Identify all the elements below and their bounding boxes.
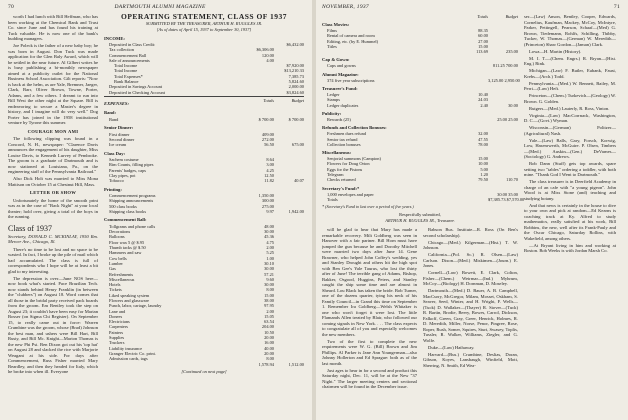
row-label: Liability insurance <box>109 345 143 351</box>
row-total: 57.21 <box>264 271 274 277</box>
row-total: 56.50 <box>264 142 274 148</box>
paragraph: The class treasurer is in Deerfield Academy in charge of an cafe with "a young pigeon". John Wood is at Miss Stone (and) teaching and studying botany. <box>524 179 616 201</box>
right-lower-column-2 <box>423 227 518 420</box>
treasurer-signature: ARTHUR H. RUGGLES JR., Treasurer. <box>385 218 455 224</box>
row-total: 11.82 <box>264 178 274 184</box>
row-budget: $ 700.00 <box>288 116 304 122</box>
expense-group-title: Class Day: <box>104 150 126 156</box>
expense-group-title: Band: <box>104 110 117 116</box>
row-total: $6,306.00 <box>256 47 274 53</box>
row-label: Carpenters <box>109 324 129 330</box>
right-narrow-column <box>524 14 616 418</box>
expense-group-title: Senior Dinner: <box>104 125 134 131</box>
row-budget: 30.00 35.00 <box>497 191 518 197</box>
group-budget: 1,512.00 <box>288 361 304 367</box>
paragraph: There's no time to be lost and no space to be wasted. In fact, I broke up the pile of mail which had accumulated. The class is full of correspondents who I hope will be at least a bit glad to my interesting. <box>8 246 98 274</box>
paragraph: Pennsylvania—(Med.) W. Bennett, Bailey, M. Perri—(Law) Heft. <box>524 80 616 91</box>
row-label: 500 class books <box>109 203 137 209</box>
right-expense-groups <box>322 22 525 202</box>
row-label: Total Income <box>114 63 138 69</box>
statement-row <box>104 90 304 95</box>
right-page <box>316 0 628 420</box>
row-total: 20.00 <box>264 350 274 356</box>
row-label: Lane and <box>109 308 126 314</box>
row-total <box>458 63 488 68</box>
expense-group-title: Refunds and Collection Bonuses: <box>322 125 387 131</box>
expense-group-title: Class Movies: <box>322 22 350 27</box>
row-label: Tax collection <box>109 47 134 53</box>
row-budget: $3,824.60 <box>286 89 304 95</box>
section-heading: COURAGE MON AMI <box>27 128 79 134</box>
row-label: Gas <box>109 266 116 272</box>
row-label <box>104 362 244 367</box>
row-label: Band <box>109 116 119 122</box>
expense-group-title: Publicity: <box>322 110 342 116</box>
row-total: 48.00 <box>264 223 274 229</box>
right-running-head <box>322 4 620 12</box>
right-page-number: 71 <box>613 4 620 10</box>
totals-header: Totals <box>263 97 274 103</box>
row-label: Senjorial summons (Campion) <box>327 156 381 162</box>
paragraph: Virginia—(Law) MacCorrnack, Washington, D. C.—(Govt.) Wyman. <box>524 112 616 123</box>
row-total: 12.50 <box>264 173 274 179</box>
row-budget: $13,210.33 <box>284 68 304 74</box>
row-budget: $6,432.00 <box>286 42 304 47</box>
row-total: 30.00 <box>264 229 274 235</box>
row-label: Parents' badges, caps <box>109 167 147 173</box>
row-budget: 811.25 700.00 <box>492 63 518 69</box>
paragraph: Rutgers—(Med.) Lauterly, R. Ross, Vinton. <box>529 105 610 111</box>
row-total: 40.00 <box>264 345 274 351</box>
row-total: 30.00 <box>264 282 274 288</box>
row-label: Commencement Ball <box>109 52 147 58</box>
row-total: 15.05 <box>264 313 274 319</box>
statement-row <box>104 209 304 214</box>
row-label: Tollgrams and phone calls <box>109 223 156 229</box>
row-total: 47.55 <box>478 136 488 142</box>
row-label: Stamps <box>327 97 340 103</box>
right-lower-column-1 <box>322 227 417 420</box>
row-label: Thumb tacks @ $.50 <box>109 245 146 251</box>
class-secretary: Secretary, DONALD C. MCKINLAY, 1950 Rm. Mercer Ave., Chicago, Ill. <box>8 233 98 244</box>
row-total: 15.00 <box>478 43 488 49</box>
row-label: Sale of announcements <box>109 57 150 63</box>
class-title: Class of 1937 <box>8 223 52 233</box>
paragraph: Unfortunately the home of the smooth print was as in the case of "Back Night" at your local theater; hold over, giving a total of the boys in the running. <box>8 197 98 219</box>
paragraph: The depression is over—June NOS here—now book what's started. Pace Brazilian Tech. now stands behind Henry Franklin (in between the "clubbers") on August 18. Word comes that all those in the bridal party received pack boards from the groom. Em Bentley took the step on August 23; it couldn't have been easy for Marian Bosser (on Sigma Chi Register). On September 15, to really came out in force: Warren Crumbine was the groom, whose (Brad) Johnson the best man, and ushers were Bill Hart, Bill Rusty, and Bill Mc. Knight—Marion Thomas is the new Phi Psi. Ben Dixon got out his 'top hat' on August 28 and slacked the rice with Marjorie Weagant at his side. For days after Commencement, Russ Fisher married Mary Beardley, and then they headed for Italy, which he broke into when ill. Everyone <box>8 275 98 374</box>
row-label: Floor wax 5 @ $.95 <box>109 239 145 245</box>
row-label: Deposited in Savings Account <box>109 84 163 90</box>
statement-row <box>322 196 525 202</box>
row-total: 9.60 <box>266 276 274 282</box>
paragraph: The following clipping was found in a Concord, N. H., newspaper: "Clarence Davis announces the engagement of his daughter, Miss Louise Davis, to Kenneth Lurvey of Pembroke. The groom is a graduate of Dartmouth and is now stationed at Louisiana, Pa., on the engineering staff of the Pennsylvania Railroad." <box>8 136 98 174</box>
row-label: Collection bonuses <box>327 141 361 147</box>
row-total <box>458 117 488 122</box>
statement-row <box>104 142 304 147</box>
row-label: Bank Balance <box>114 79 139 85</box>
row-total: 3.00 <box>266 162 274 168</box>
row-label: Commencement programs <box>109 193 156 199</box>
left-running-head <box>8 4 306 12</box>
section-heading: LETTER OR SHOW <box>29 190 77 195</box>
expenses-heading: EXPENSES: <box>104 100 130 106</box>
budget-header: Budget <box>291 97 304 103</box>
row-total: 38.00 <box>264 297 274 303</box>
row-total: 63.54 <box>264 319 274 325</box>
row-total: 15.00 <box>478 156 488 162</box>
expense-groups <box>104 110 304 366</box>
row-total: 79.50 <box>478 177 488 183</box>
row-label: Electricians <box>109 319 130 325</box>
row-label: Lumber <box>109 260 123 266</box>
left-narrow-column <box>8 14 98 418</box>
row-label: Shipping class books <box>109 209 147 215</box>
row-label: Donees <box>109 313 123 319</box>
expense-group-title: Alumni Magazine: <box>322 71 359 77</box>
row-label: Total Expenses* <box>114 73 143 79</box>
row-label: Clay pipes, pot <box>109 173 136 179</box>
row-total: 2.40 <box>480 102 488 108</box>
paragraph: California—(Pol. Sc.) R. Olsen—(Law) Carlson. Dixon—(Med.) Miskimen—(Journ.) E. Jones. <box>423 252 518 269</box>
row-label: Titles <box>327 43 337 49</box>
row-label: Supplies <box>109 335 125 341</box>
paragraph: Yale—(Law) Balls, Gary, Forsch, Korwig, Low, Hasenrwerth, McGuire. P. Olsen, Timbers—(Med.) Auskin—(Gen.) DeVarnes—(Sociology) G. Andrews. <box>524 137 616 159</box>
row-label: Hotels <box>109 282 121 288</box>
statement-row <box>322 142 518 147</box>
group-total-row <box>104 362 304 367</box>
row-total: $ 700.00 <box>258 116 274 122</box>
row-total: 204.00 <box>261 324 274 330</box>
right-running-title: NOVEMBER, 1937 <box>322 4 369 10</box>
operating-statement-right <box>322 14 525 420</box>
row-budget: 1,942.00 <box>288 209 304 215</box>
row-label: Punch, labor, cartage, laundry <box>109 303 162 309</box>
row-label: Tickets <box>109 287 122 293</box>
totals-header: Totals <box>477 14 488 19</box>
expense-group-title: Treasurer's Fund: <box>322 86 358 92</box>
expenses-column-headers <box>104 98 304 108</box>
row-label: Checks returned <box>327 177 356 183</box>
row-label: First dinner <box>109 131 130 137</box>
row-total: 4.75 <box>266 239 274 245</box>
secretary-fund-footnote: * (Secretary's Fund to last over a period of five years.) <box>322 204 414 210</box>
left-page <box>0 0 312 420</box>
row-budget: 3,125.00 2,950.00 <box>488 77 520 83</box>
row-budget: 675.00 <box>291 142 304 148</box>
row-budget: 30.00 <box>508 102 518 108</box>
row-label: Rim Counts, filling pipes <box>109 162 154 168</box>
statement-row <box>104 117 304 122</box>
row-label: Granger Electric Co. print. <box>109 350 156 356</box>
row-total: 8.00 <box>266 356 274 362</box>
expense-group-title: Printing: <box>104 186 122 192</box>
row-label: Hammers and saw <box>109 250 142 256</box>
row-total: 78.00 <box>478 141 488 147</box>
paragraph: Duke—(Law) Hathaway. <box>428 344 475 350</box>
row-label: Balloons <box>109 234 125 240</box>
expense-group-title: Secretary's Fund:* <box>322 185 360 191</box>
row-label: Truckers <box>109 340 125 346</box>
paragraph: Wisconsin—(German) Politzer—(Agricultural) Nash. <box>524 125 616 136</box>
expense-group-title: Commencement Ball: <box>104 217 147 223</box>
row-total: 272.00 <box>261 137 274 143</box>
operating-statement-left <box>104 14 304 418</box>
row-total: 10.00 <box>478 161 488 167</box>
row-total: 20.00 <box>264 335 274 341</box>
row-label: Refreshments <box>109 271 134 277</box>
paragraph: Also Dick Holt was married to Miss Mona Mattison on October 15 at Chestnut Hill, Mass. <box>8 176 98 187</box>
row-budget: 40.07 <box>294 178 304 184</box>
paragraph: M. I. T.—(Chem. Engrs.) R. Bryan—(Hist. Eng.) Rink. <box>524 55 616 66</box>
row-budget: $7,385.73 $7,570.00 <box>488 196 525 202</box>
row-label: Tobacco <box>109 178 124 184</box>
statement-submitted-by: SUBMITTED BY THE TREASURER, ARTHUR H. RUGGLES JR. <box>145 20 263 26</box>
paragraph: Chicago—(Med.) Kilgerman—(Hist.) T. W. Johnson. <box>423 239 518 251</box>
row-label: Ledger duplicates <box>327 102 359 108</box>
row-total: 10.50 <box>264 329 274 335</box>
row-label: Deposited in Class Credit: <box>109 42 156 47</box>
row-label: Liked speaking system <box>109 292 150 298</box>
expense-group-title: Miscellaneous: <box>322 150 352 156</box>
row-total: 30.10 <box>264 260 274 266</box>
row-total: 1.20 <box>480 172 488 178</box>
row-label: 374 five year subscriptions <box>327 77 375 83</box>
row-total: 4.00 <box>266 57 274 63</box>
row-label: Flowers for Doug Orton <box>327 161 370 167</box>
statement-row <box>322 78 518 83</box>
group-total: 1,578.94 <box>258 361 274 367</box>
budget-header: Budget <box>505 14 518 19</box>
row-total: 275.00 <box>261 203 274 209</box>
paragraph: Princeton—(Chem.) Turkevich—(Geology) W. Brown. G. Golden. <box>524 93 616 104</box>
row-label: Caps and gowns <box>327 63 356 69</box>
statement-as-of: [As of dates of April 15, 1937 to September 30, 1937] <box>156 27 252 32</box>
row-label: Deposited in Checking Account <box>109 89 165 95</box>
row-total: 27.00 <box>478 38 488 44</box>
row-budget: 110.70 <box>506 177 518 183</box>
row-label: Telegram <box>327 172 344 178</box>
row-total: 60.00 <box>478 33 488 39</box>
row-total: 5.00 <box>480 166 488 172</box>
row-label: Films <box>327 28 338 33</box>
row-total: 24.03 <box>478 97 488 103</box>
expense-group-title: Cap & Gown: <box>322 57 350 63</box>
row-total: 8.64 <box>266 157 274 163</box>
row-total <box>458 197 488 202</box>
row-total: 97.95 <box>264 303 274 309</box>
statement-row <box>322 103 518 108</box>
row-total: 10.40 <box>478 92 488 98</box>
statement-row <box>322 177 518 182</box>
row-total: 1,350.00 <box>258 193 274 199</box>
income-rows <box>104 42 304 95</box>
statement-row <box>322 117 518 122</box>
row-label: Total Income <box>114 68 138 74</box>
row-label: Cow bells <box>109 255 127 261</box>
row-total: 300.00 <box>261 198 274 204</box>
row-total: 120.00 <box>261 52 274 58</box>
row-label: Flowers and glassware <box>109 297 149 303</box>
row-label: 1,000 envelopes and paper <box>327 191 374 197</box>
paragraph: Just ages to hear in for a second and product this Saturday night, Dec. 11, will be at the New "37 Night." The larger meeting centers and sectional chairmen will be found in the December issue. <box>322 367 417 390</box>
row-label: Editing, etc. (by E. Hummel) <box>327 38 379 44</box>
row-label <box>322 49 458 54</box>
row-budget: 7,385.73 <box>288 73 304 79</box>
row-total <box>458 78 488 83</box>
paragraph: ser—(Law) Anson, Bentley, Cooper, Edwards, Cornelius, Kaufman, Mackey, McCoy, McIntyre, Parker, Pettingell, Pearson, Schaaf—(Med) G. Brown, Tiedemann, Rohlfs, Schilling, Thibby, Tucker, W. Thomas—(German) W. Meredith—(Princeton) Shaw Gordon—(Jaman) Clark. <box>524 14 616 47</box>
paragraph: —At Bryant living in him and working at Boston. Bob Weeks is with Jordan Marsh Co. <box>524 242 616 253</box>
row-budget: $7,920.00 <box>286 63 304 69</box>
row-label: Painters <box>109 329 124 335</box>
row-label: Second dinner <box>109 137 135 143</box>
right-lower-columns <box>322 227 518 420</box>
statement-title: OPERATING STATEMENT, CLASS OF 1937 <box>121 14 287 21</box>
row-label: Rental of camera and room <box>327 33 375 39</box>
group-total-row <box>322 49 518 54</box>
row-label: Senior tax refund <box>327 136 358 142</box>
paragraph: Babson Bus. Institute—R. Ross (On Ben's second scholarship). <box>423 227 518 238</box>
left-page-number: 70 <box>8 4 15 10</box>
paragraph: And that news is certainly in the house to dive to your own and pick at random—Ed Kearns is coaching track at Ky. Alfred to study mathematics, really satisfied at his work, Bill Robbins, the new, well after its Frank-Pauly and the Oscar Chicago, Saturday Rollins, with Wakefield, among others. <box>524 202 616 241</box>
row-label: Rewards (25) <box>327 116 351 122</box>
left-running-title: DARTMOUTH ALUMNI MAGAZINE <box>114 4 206 10</box>
row-total <box>244 90 274 95</box>
row-budget: 2,000.00 <box>288 84 304 90</box>
paragraph: will be glad to hear that Mary has made a remarkable recovery. Milt Goldberg was seen in Hanover with a fair partner. Bill Horn must have jumped the gun because he and Dorothy Mitchell were married two days after June 14. Gene Brawner, who helped John Coffey's wedding, yes and Stanley Drought and others hit the high spot with Ben Gee's Yale Taurus, who lost the thirty after of June! The terrible gang of Adams, Bishop, Bakker, Osgood, Huggins, Peters, and Stanley caught the ship some time and are almost in Sheard. Lou Black has taken the bride. Bob Turner, one of the dozens quarter, tying his neck of his Family Council—in Grand this time on September 1. Remember Ira Goldberg—Welsh Whitaker is one who won't forget it were lost. The little Flamands Allen treated by Blair, who followed our coming signals in New York. . . . The class expects to congratulate all of you and especially welcomes the new members. <box>322 227 417 337</box>
row-label: Sachem costume <box>109 157 139 163</box>
paragraph: Bob Dann (Stuff) gets top awards, spare setting two "tables" ordering a toddler, with both mine. "Thank God I Went to Dartmouth." <box>524 161 616 177</box>
row-total: 15.00 <box>264 292 274 298</box>
right-column-headers <box>322 14 518 19</box>
paragraph: Dartmouth—(Med.) D. Bauer, A. B. Campbell, MacCurry, McGregor, Milam, Mosset, Oskham, S. Seaver, Seed, Winter, and H. Wright, F. Wells—(Tuck) D. Wallaker—(Thayer) R. Stover—(Tuck) R. Bartin, Brodie, Beery, Bowes, Carrol, Dickson, Falkoff, Green, Gray, Greer, Henrick, Holmes, R. D. Meredith, Miller, Norse, Penor, Pingree, Rose, Roper, Rush, Somer, Squires, Sturt, Swasey, Toplis, Tussler, R. Walker, Williams, Ziegler, and G. Wolfe. <box>423 288 518 343</box>
paragraph: Lowa—H. Martin (History). <box>529 48 582 54</box>
row-total: 1.00 <box>266 255 274 261</box>
paragraph: Cornell—(Law) Bowett, E. Clark, Colton, Fisher—(Chem.) Weirmar—(Ind.) Myhrum, McCoy—(Biology) H. Dornman, D. Moseley. <box>423 270 518 287</box>
row-label: Ledger <box>327 92 340 98</box>
continued-note: [Continued on next page] <box>181 368 227 374</box>
row-total: 45.36 <box>264 234 274 240</box>
row-total: 2.00 <box>266 245 274 251</box>
row-total: 8.00 <box>266 287 274 293</box>
paragraph: Joe Poleck is the father of a new baby boy; he was born in August. Don Tuck was made application for the Glen Baly Award, which will be settled in the near future. Al Gilbert writes he is busy publishing a bi-monthly newspaper aimed at a publicity outlet for the National Business School Association. Gilt reports: "Now is back at the helm, as are Yale, Bremner, Jaeger, Clark, Barr, Oliver Brown, Towne, Porter, Adams, and a few others. I dreamt to run into Bill West the other night at the Square. Bill is endeavoring to secure a Master's degree in history, and I imagine will do very well." Dog Porter has joined in the 1958 institutional venture by Tyrone this summer. <box>8 43 98 125</box>
income-heading: INCOME: <box>104 35 125 41</box>
row-label: Admission cards, tags <box>109 356 148 362</box>
row-total: 88.35 <box>478 28 488 33</box>
row-total: 16.00 <box>264 340 274 346</box>
row-label: Ice cream <box>109 142 127 148</box>
row-total: 2.00 <box>266 308 274 314</box>
group-total: 113.69 <box>476 49 488 55</box>
respectfully-submitted: Respectfully submitted, <box>399 212 441 218</box>
row-label: Eggs for the Pistons <box>327 166 363 172</box>
row-label: Miscellaneous <box>109 276 135 282</box>
paragraph: Harvard—(Bus.) Crumbine, Deslias, Doran, Gibson, Koyes, Lansbaugh, Winfield, Mott, Sherring, N. Smith, Ed Wea- <box>423 351 518 368</box>
statement-row <box>104 178 304 183</box>
row-label: Decorations <box>109 229 131 235</box>
row-total: 4.25 <box>266 167 274 173</box>
row-label: Freshmen dues refund <box>327 131 367 137</box>
group-budget: 235.00 <box>505 49 518 55</box>
row-total: 30.00 <box>264 266 274 272</box>
row-budget: 25.00 25.00 <box>497 116 518 122</box>
statement-row <box>322 63 518 68</box>
row-label: Totals <box>327 196 338 202</box>
row-total: 5.25 <box>266 250 274 256</box>
row-total: 409.00 <box>261 131 274 137</box>
paragraph: Michigan—(Law) F. Butler, Eubank, Faust, Krebs—(Arch.) Todd. <box>524 68 616 79</box>
paragraph: worth I had lunch with Bill Heffman, who has been working at the Chemical Bank and Trust Co. since June and has found his training at Tuck valuable. He is now one of the bank's budding managers. <box>8 14 98 41</box>
row-label: Shipping announcements <box>109 198 154 204</box>
row-budget <box>488 142 518 147</box>
row-budget: 5,824.60 <box>288 79 304 85</box>
paragraph: Two of the first to complete the new requirements were W. G. (Bill) Brown and Jim Phillips. Al Parker is Jane Ann Youngerman—also Johnny Hollerton and Ed Sprague: both as of the last month. <box>322 338 417 366</box>
row-total: 32.00 <box>478 131 488 137</box>
row-total: 9.97 <box>266 209 274 215</box>
divider <box>104 96 304 97</box>
